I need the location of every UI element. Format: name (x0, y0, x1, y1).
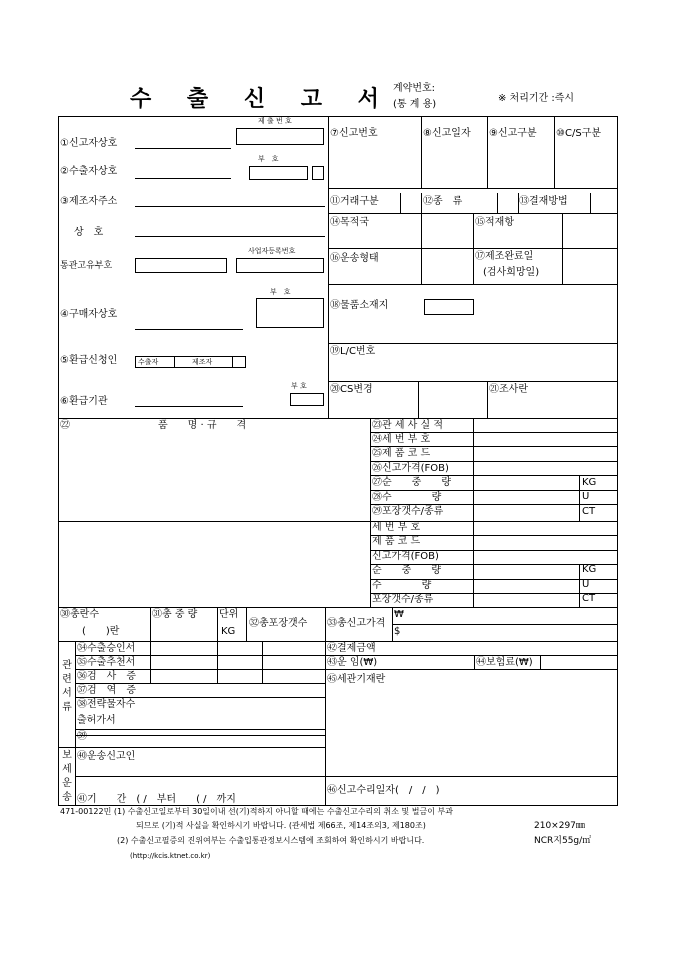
customs-code-box[interactable] (135, 258, 227, 273)
related-doc-label: ㉟수출추천서 (77, 657, 136, 668)
field-3-label: ③제조자주소 (60, 196, 118, 207)
related-docs-side-label: 관련서류 (62, 660, 72, 713)
item-row1-label: ㉖신고가격(FOB) (372, 463, 449, 474)
unit-kg-label: KG (221, 626, 236, 637)
field-8-label: ⑧신고일자 (423, 128, 471, 139)
field-10-label: ⑩C/S구분 (556, 128, 601, 139)
field-11-label: ⑪거래구분 (330, 196, 379, 207)
item-row2-label: 제 품 코 드 (372, 536, 421, 547)
field-6-label: ⑥환급기관 (60, 396, 108, 407)
item-row2-label: 순 중 량 (372, 565, 441, 576)
biz-reg-box[interactable] (236, 258, 324, 273)
unit-kg-2: KG (582, 564, 597, 575)
stamp-no-box[interactable] (236, 128, 324, 145)
field-4-label: ④구매자상호 (60, 309, 118, 320)
unit-ct-2: CT (582, 593, 596, 604)
footer-line-3: (2) 수출신고필증의 진위여부는 수출입통관정보시스템에 조회하여 확인하시기 바랍니다. (117, 836, 425, 845)
unit-kg-1: KG (582, 477, 597, 488)
field-31-label: ㉛총 중 량 (152, 609, 198, 620)
item-row2-label: 포장갯수/종류 (372, 594, 434, 605)
related-doc-label: ㊱검 사 증 (77, 671, 136, 682)
code2-label: 부 호 (270, 288, 291, 296)
related-doc-label: ㉞수출승인서 (77, 643, 136, 654)
manufacturer-label: 제조자 (192, 358, 213, 366)
contract-no-label: 계약번호: (393, 83, 436, 94)
field-40-label: ㊵운송신고인 (77, 751, 136, 762)
footer-paper: NCR지55g/㎡ (534, 836, 592, 846)
related-doc-label: ㊴ (77, 731, 87, 742)
footer-size: 210×297㎜ (534, 821, 585, 831)
footer-line-2: 되므로 (기)적 사실을 확인하시기 바랍니다. (관세법 제66조, 제14조의3, 제180조) (136, 821, 426, 830)
related-doc-label: ㊳전략물자수 (77, 699, 136, 710)
field-19-label: ⑲L/C번호 (330, 346, 376, 357)
footer-line-1: 471-00122민 (1) 수출신고일로부터 30일이내 선(기)적하지 아니할 때에는 수출신고수리의 취소 및 벌금이 부과 (60, 807, 453, 816)
stamp-no-label: 제 출 번 호 (258, 117, 292, 125)
field-12-label: ⑫종 류 (423, 196, 463, 207)
item-row1-label: ㉗순 중 량 (372, 477, 451, 488)
processing-note: ※ 처리기간 :즉시 (498, 93, 575, 104)
field-18-label: ⑱물품소재지 (330, 300, 389, 311)
biz-reg-label: 사업자등록번호 (248, 247, 296, 255)
field-30b-label: ( )란 (82, 626, 120, 637)
related-doc-label: 출허가서 (77, 715, 116, 726)
unit-ct-1: CT (582, 506, 596, 517)
field-32-label: ㉜총포장갯수 (249, 618, 308, 629)
code2-box[interactable] (256, 298, 324, 328)
related-doc-label: ㊲검 역 증 (77, 685, 136, 696)
name-spec-label: 품 명 · 규 격 (158, 420, 247, 431)
field-18-box[interactable] (424, 299, 474, 315)
exporter-label: 수출자 (138, 358, 159, 366)
item-row2-label: 세 번 부 호 (372, 522, 421, 533)
item-row1-label: ㉓관 세 사 실 적 (372, 420, 444, 431)
code3-box[interactable] (290, 393, 324, 406)
code3-label: 부 호 (291, 382, 307, 390)
field-1-label: ①신고자상호 (60, 138, 118, 149)
customs-code-label: 통관고유부호 (60, 261, 113, 271)
code1-label: 부 호 (258, 155, 279, 163)
dollar-sign: $ (394, 626, 401, 637)
field-41-label: ㊶기 간 ( / 부터 ( / 까지 (77, 794, 236, 805)
field-44-label: ㊹보험료(₩) (476, 657, 533, 668)
field-15-label: ⑮적재항 (475, 217, 514, 228)
item-row1-label: ㉘수 량 (372, 492, 442, 503)
field-42-label: ㊷결제금액 (327, 643, 376, 654)
field-17b-label: (검사희망일) (483, 267, 540, 278)
item-row1-label: ㉔세 번 부 호 (372, 434, 431, 445)
form-title: 수 출 신 고 서 (130, 86, 393, 112)
field-17-label: ⑰제조완료일 (475, 251, 534, 262)
field-7-label: ⑦신고번호 (330, 128, 378, 139)
field-2-label: ②수출자상호 (60, 166, 118, 177)
field-45-label: ㊺세관기재란 (327, 674, 386, 685)
field-5-label: ⑤환급신청인 (60, 355, 118, 366)
field-14-label: ⑭목적국 (330, 217, 369, 228)
field-30-label: ㉚총란수 (60, 609, 99, 620)
field-43-label: ㊸운 임(₩) (327, 657, 378, 668)
bonded-transport-side-label: 보세운송 (62, 750, 72, 803)
field-46-label: ㊻신고수리일자( / / ) (327, 785, 440, 796)
field-20-label: ⑳CS변경 (330, 384, 373, 395)
item-row2-label: 신고가격(FOB) (372, 551, 439, 562)
code1-box[interactable] (249, 166, 308, 180)
field-22-label: ㉒ (60, 420, 70, 431)
field-16-label: ⑯운송형태 (330, 253, 379, 264)
field-33-label: ㉝총신고가격 (327, 618, 386, 629)
field-13-label: ⑬결재방법 (519, 196, 568, 207)
item-row1-label: ㉕제 품 코 드 (372, 448, 431, 459)
contract-type: (통 계 용) (393, 99, 437, 110)
won-sign: ₩ (394, 609, 404, 620)
unit-u-1: U (582, 491, 590, 502)
field-21-label: ㉑조사란 (489, 384, 528, 395)
field-9-label: ⑨신고구분 (489, 128, 537, 139)
field-3b-label: 상 호 (74, 227, 104, 238)
unit-label: 단위 (219, 609, 239, 620)
footer-url: (http://kcis.ktnet.co.kr) (130, 852, 211, 860)
unit-u-2: U (582, 579, 590, 590)
code1-check[interactable] (312, 166, 324, 180)
item-row1-label: ㉙포장갯수/종류 (372, 506, 444, 517)
item-row2-label: 수 량 (372, 580, 432, 591)
